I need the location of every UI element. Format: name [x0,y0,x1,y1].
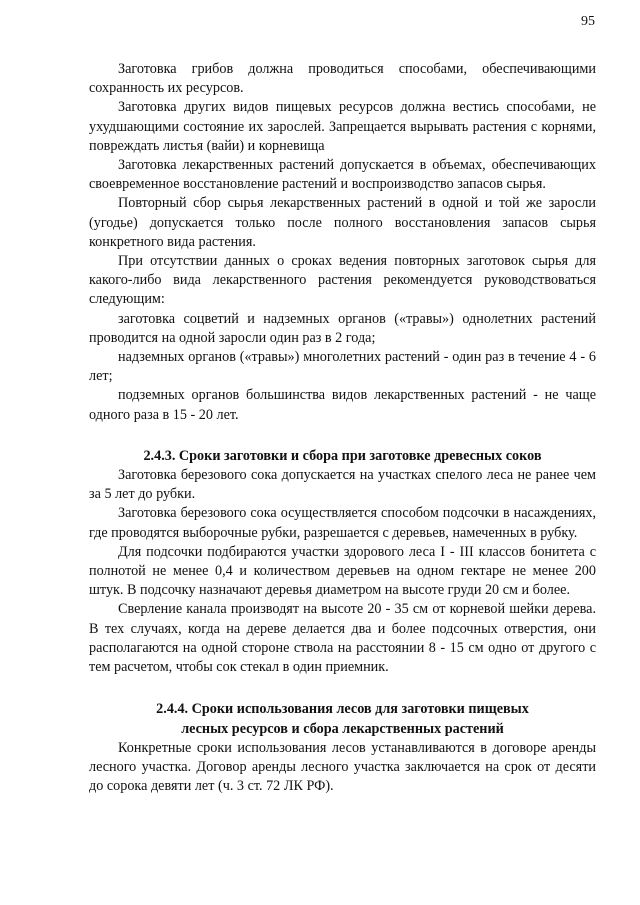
paragraph-no-data-guidance: При отсутствии данных о сроках ведения повторных заготовок сырья для какого-либо вида лекарственного растения рекомендуется руководствоваться следующим: [89,253,596,308]
paragraph-perennial-plants: надземных органов («травы») многолетних растений - один раз в течение 4 - 6 лет; [89,349,596,385]
paragraph-repeat-collection: Повторный сбор сырья лекарственных растений в одной и той же заросли (угодье) допускается только после полного восстановления запасов сырья конкретного вида растения. [89,195,596,250]
section-heading-line-2: лесных ресурсов и сбора лекарственных растений [181,720,504,737]
section-heading-forest-use-terms [89,700,596,738]
paragraph-tapping-selection: Для подсочки подбираются участки здорового леса I - III классов бонитета с полнотой не менее 0,4 и количеством деревьев на одном гектаре не менее 200 штук. В подсочку назначают деревья диаметром на высоте груди 20 см и более. [89,543,596,599]
paragraph-medicinal-volume: Заготовка лекарственных растений допускается в объемах, обеспечивающих своевременное восстановление растений и воспроизводство запасов сырья. [89,157,596,193]
paragraph-lease-terms: Конкретные сроки использования лесов устанавливаются в договоре аренды лесного участка. Договор аренды лесного участка заключается на срок от десяти до сорока девяти лет (ч. 3 ст. 72 ЛК РФ). [89,739,596,795]
paragraph-mushroom-harvest: Заготовка грибов должна проводиться способами, обеспечивающими сохранность их ресурсов. [89,61,596,97]
paragraph-birch-sap-method: Заготовка березового сока осуществляется способом подсочки в насаждениях, где проводятся выборочные рубки, разрешается с деревьев, намеченных в рубку. [89,505,596,541]
paragraph-birch-sap-timing: Заготовка березового сока допускается на участках спелого леса не ранее чем за 5 лет до рубки. [89,467,596,503]
section-heading-line-1: 2.4.4. Сроки использования лесов для заготовки пищевых [156,701,529,718]
paragraph-underground-organs: подземных органов большинства видов лекарственных растений - не чаще одного раза в 15 - 20 лет. [89,387,596,423]
paragraph-annual-plants: заготовка соцветий и надземных органов («травы») однолетних растений проводится на одной заросли один раз в 2 года; [89,310,596,346]
paragraph-food-resources: Заготовка других видов пищевых ресурсов должна вестись способами, не ухудшающими состояние их зарослей. Запрещается вырывать растения с корнями, повреждать листья (вайи) и корневища [89,99,596,154]
document-body [89,60,596,796]
section-heading-sap-harvest: 2.4.3. Сроки заготовки и сбора при заготовке древесных соков [143,447,542,464]
paragraph-drilling: Сверление канала производят на высоте 20 - 35 см от корневой шейки дерева. В тех случаях, когда на дереве делается два и более подсочных отверстия, они располагаются на одной стороне ствола на расстоянии 8 - 15 см одно от другого с тем расчетом, чтобы сок стекал в один приемник. [89,601,596,676]
page-number: 95 [581,14,595,29]
